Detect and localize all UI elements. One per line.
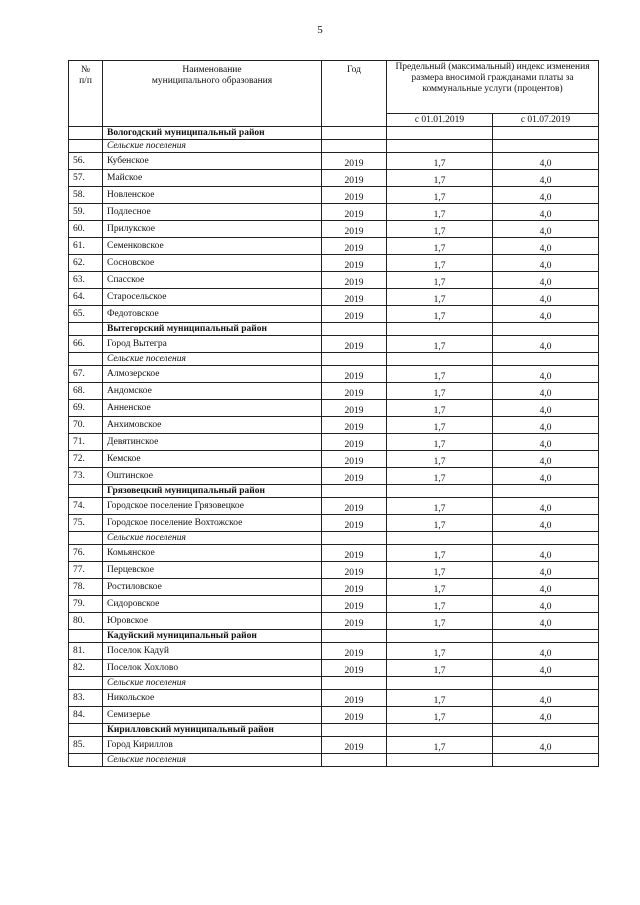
index-jul: 4,0: [493, 613, 599, 630]
empty-cell: [322, 485, 387, 498]
index-jul: 4,0: [493, 272, 599, 289]
empty-cell: [322, 127, 387, 140]
district-name: Кадуйский муниципальный район: [103, 630, 322, 643]
district-row: [69, 485, 599, 498]
table-row: [69, 498, 599, 515]
header-index: Предельный (максимальный) индекс изменения размера вносимой гражданами платы за коммунальные услуги (процентов): [387, 61, 599, 114]
index-jul: 4,0: [493, 596, 599, 613]
row-number: 83.: [69, 690, 103, 707]
row-number: 56.: [69, 153, 103, 170]
municipality-name: Прилукское: [103, 221, 322, 238]
table-row: [69, 579, 599, 596]
table-row: [69, 221, 599, 238]
municipality-name: Подлесное: [103, 204, 322, 221]
empty-cell: [493, 353, 599, 366]
row-year: 2019: [322, 170, 387, 187]
index-jan: 1,7: [387, 238, 493, 255]
index-jan: 1,7: [387, 204, 493, 221]
index-jul: 4,0: [493, 498, 599, 515]
empty-cell: [387, 353, 493, 366]
subheading-label: Сельские поселения: [103, 754, 322, 767]
municipality-name: Майское: [103, 170, 322, 187]
district-row: [69, 127, 599, 140]
municipality-name: Перцевское: [103, 562, 322, 579]
index-jul: 4,0: [493, 737, 599, 754]
row-year: 2019: [322, 596, 387, 613]
empty-cell: [322, 532, 387, 545]
row-year: 2019: [322, 187, 387, 204]
municipality-name: Сосновское: [103, 255, 322, 272]
table-row: [69, 383, 599, 400]
district-row: [69, 323, 599, 336]
empty-cell: [69, 353, 103, 366]
row-year: 2019: [322, 417, 387, 434]
index-jan: 1,7: [387, 289, 493, 306]
table-row: [69, 468, 599, 485]
table-row: [69, 336, 599, 353]
index-jul: 4,0: [493, 643, 599, 660]
municipality-name: Новленское: [103, 187, 322, 204]
row-number: 76.: [69, 545, 103, 562]
municipality-name: Город Вытегра: [103, 336, 322, 353]
table-row: [69, 660, 599, 677]
table-row: [69, 272, 599, 289]
index-jan: 1,7: [387, 498, 493, 515]
index-jan: 1,7: [387, 272, 493, 289]
empty-cell: [322, 323, 387, 336]
municipality-name: Город Кириллов: [103, 737, 322, 754]
empty-cell: [387, 127, 493, 140]
row-number: 72.: [69, 451, 103, 468]
empty-cell: [493, 724, 599, 737]
index-jan: 1,7: [387, 366, 493, 383]
header-name: Наименование муниципального образования: [103, 61, 322, 127]
table-row: [69, 306, 599, 323]
empty-cell: [69, 140, 103, 153]
header-date-jul: с 01.07.2019: [493, 114, 599, 127]
table-row: [69, 643, 599, 660]
index-jul: 4,0: [493, 660, 599, 677]
table-row: [69, 417, 599, 434]
index-jan: 1,7: [387, 737, 493, 754]
header-date-jan: с 01.01.2019: [387, 114, 493, 127]
municipality-name: Семизерье: [103, 707, 322, 724]
empty-cell: [387, 724, 493, 737]
index-jul: 4,0: [493, 451, 599, 468]
row-number: 81.: [69, 643, 103, 660]
municipality-name: Оштинское: [103, 468, 322, 485]
empty-cell: [493, 630, 599, 643]
row-number: 67.: [69, 366, 103, 383]
empty-cell: [387, 754, 493, 767]
row-number: 77.: [69, 562, 103, 579]
row-year: 2019: [322, 238, 387, 255]
index-jan: 1,7: [387, 690, 493, 707]
municipality-name: Ростиловское: [103, 579, 322, 596]
table-row: [69, 613, 599, 630]
header-num: № п/п: [69, 61, 103, 127]
row-year: 2019: [322, 255, 387, 272]
index-jan: 1,7: [387, 221, 493, 238]
index-jul: 4,0: [493, 153, 599, 170]
row-year: 2019: [322, 498, 387, 515]
row-year: 2019: [322, 366, 387, 383]
index-jul: 4,0: [493, 562, 599, 579]
index-jan: 1,7: [387, 515, 493, 532]
row-number: 63.: [69, 272, 103, 289]
index-jan: 1,7: [387, 336, 493, 353]
index-jul: 4,0: [493, 545, 599, 562]
row-number: 79.: [69, 596, 103, 613]
municipality-name: Никольское: [103, 690, 322, 707]
index-jan: 1,7: [387, 451, 493, 468]
index-jan: 1,7: [387, 383, 493, 400]
row-year: 2019: [322, 562, 387, 579]
empty-cell: [387, 140, 493, 153]
municipality-name: Сидоровское: [103, 596, 322, 613]
row-year: 2019: [322, 153, 387, 170]
row-number: 59.: [69, 204, 103, 221]
subheading-row: [69, 532, 599, 545]
row-year: 2019: [322, 221, 387, 238]
row-number: 84.: [69, 707, 103, 724]
municipality-name: Семенковское: [103, 238, 322, 255]
empty-cell: [493, 532, 599, 545]
subheading-label: Сельские поселения: [103, 140, 322, 153]
municipality-name: Юровское: [103, 613, 322, 630]
row-number: 82.: [69, 660, 103, 677]
index-jan: 1,7: [387, 545, 493, 562]
row-year: 2019: [322, 400, 387, 417]
empty-cell: [69, 677, 103, 690]
row-year: 2019: [322, 737, 387, 754]
index-jul: 4,0: [493, 289, 599, 306]
row-number: 85.: [69, 737, 103, 754]
empty-cell: [493, 677, 599, 690]
row-year: 2019: [322, 515, 387, 532]
row-number: 80.: [69, 613, 103, 630]
empty-cell: [69, 754, 103, 767]
row-year: 2019: [322, 383, 387, 400]
municipality-name: Кемское: [103, 451, 322, 468]
table-row: [69, 289, 599, 306]
table-row: [69, 737, 599, 754]
empty-cell: [322, 677, 387, 690]
empty-cell: [493, 127, 599, 140]
index-jul: 4,0: [493, 255, 599, 272]
row-number: 71.: [69, 434, 103, 451]
index-jul: 4,0: [493, 468, 599, 485]
index-jan: 1,7: [387, 434, 493, 451]
index-jul: 4,0: [493, 707, 599, 724]
row-year: 2019: [322, 289, 387, 306]
index-jul: 4,0: [493, 434, 599, 451]
subheading-row: [69, 754, 599, 767]
index-jul: 4,0: [493, 579, 599, 596]
row-number: 70.: [69, 417, 103, 434]
table-row: [69, 545, 599, 562]
index-jul: 4,0: [493, 366, 599, 383]
empty-cell: [493, 754, 599, 767]
subheading-label: Сельские поселения: [103, 532, 322, 545]
empty-cell: [322, 754, 387, 767]
table-row: [69, 366, 599, 383]
index-jul: 4,0: [493, 400, 599, 417]
district-name: Грязовецкий муниципальный район: [103, 485, 322, 498]
table-row: [69, 400, 599, 417]
index-jul: 4,0: [493, 690, 599, 707]
row-number: 78.: [69, 579, 103, 596]
row-number: 68.: [69, 383, 103, 400]
index-jan: 1,7: [387, 613, 493, 630]
index-jan: 1,7: [387, 187, 493, 204]
row-year: 2019: [322, 272, 387, 289]
table-row: [69, 153, 599, 170]
index-jan: 1,7: [387, 153, 493, 170]
row-number: 65.: [69, 306, 103, 323]
subheading-label: Сельские поселения: [103, 677, 322, 690]
subheading-row: [69, 140, 599, 153]
index-jan: 1,7: [387, 417, 493, 434]
row-year: 2019: [322, 660, 387, 677]
index-jan: 1,7: [387, 660, 493, 677]
empty-cell: [69, 532, 103, 545]
subheading-row: [69, 353, 599, 366]
table-row: [69, 170, 599, 187]
index-jul: 4,0: [493, 221, 599, 238]
row-number: 60.: [69, 221, 103, 238]
index-jul: 4,0: [493, 336, 599, 353]
row-number: 66.: [69, 336, 103, 353]
empty-cell: [69, 630, 103, 643]
row-year: 2019: [322, 690, 387, 707]
row-year: 2019: [322, 451, 387, 468]
index-jan: 1,7: [387, 306, 493, 323]
index-jul: 4,0: [493, 238, 599, 255]
empty-cell: [493, 140, 599, 153]
table-row: [69, 690, 599, 707]
index-jan: 1,7: [387, 707, 493, 724]
index-jul: 4,0: [493, 204, 599, 221]
empty-cell: [322, 724, 387, 737]
row-year: 2019: [322, 306, 387, 323]
municipality-name: Городское поселение Грязовецкое: [103, 498, 322, 515]
municipality-name: Алмозерское: [103, 366, 322, 383]
table-body: [69, 127, 599, 767]
district-row: [69, 630, 599, 643]
page-number: 5: [317, 24, 323, 36]
index-jul: 4,0: [493, 417, 599, 434]
empty-cell: [69, 485, 103, 498]
table-row: [69, 451, 599, 468]
municipality-name: Городское поселение Вохтожское: [103, 515, 322, 532]
table-row: [69, 204, 599, 221]
table-row: [69, 707, 599, 724]
row-year: 2019: [322, 204, 387, 221]
empty-cell: [387, 323, 493, 336]
table-row: [69, 434, 599, 451]
district-name: Кирилловский муниципальный район: [103, 724, 322, 737]
index-jan: 1,7: [387, 400, 493, 417]
tariff-index-table: [68, 60, 599, 767]
row-year: 2019: [322, 579, 387, 596]
table-row: [69, 515, 599, 532]
subheading-row: [69, 677, 599, 690]
empty-cell: [493, 323, 599, 336]
index-jul: 4,0: [493, 383, 599, 400]
empty-cell: [322, 140, 387, 153]
municipality-name: Спасское: [103, 272, 322, 289]
row-year: 2019: [322, 613, 387, 630]
empty-cell: [387, 532, 493, 545]
municipality-name: Андомское: [103, 383, 322, 400]
row-number: 64.: [69, 289, 103, 306]
index-jan: 1,7: [387, 562, 493, 579]
row-number: 74.: [69, 498, 103, 515]
row-number: 58.: [69, 187, 103, 204]
row-year: 2019: [322, 545, 387, 562]
index-jul: 4,0: [493, 515, 599, 532]
index-jul: 4,0: [493, 187, 599, 204]
row-number: 62.: [69, 255, 103, 272]
municipality-name: Анхимовское: [103, 417, 322, 434]
index-jan: 1,7: [387, 255, 493, 272]
index-jul: 4,0: [493, 306, 599, 323]
empty-cell: [387, 677, 493, 690]
empty-cell: [387, 630, 493, 643]
row-number: 73.: [69, 468, 103, 485]
index-jan: 1,7: [387, 579, 493, 596]
municipality-name: Кубенское: [103, 153, 322, 170]
municipality-name: Поселок Хохлово: [103, 660, 322, 677]
row-number: 69.: [69, 400, 103, 417]
municipality-name: Анненское: [103, 400, 322, 417]
empty-cell: [69, 127, 103, 140]
district-name: Вытегорский муниципальный район: [103, 323, 322, 336]
table-row: [69, 187, 599, 204]
empty-cell: [69, 724, 103, 737]
index-jan: 1,7: [387, 643, 493, 660]
empty-cell: [69, 323, 103, 336]
row-year: 2019: [322, 468, 387, 485]
empty-cell: [387, 485, 493, 498]
row-number: 61.: [69, 238, 103, 255]
municipality-name: Старосельское: [103, 289, 322, 306]
district-name: Вологодский муниципальный район: [103, 127, 322, 140]
municipality-name: Комьянское: [103, 545, 322, 562]
row-year: 2019: [322, 434, 387, 451]
municipality-name: Поселок Кадуй: [103, 643, 322, 660]
empty-cell: [493, 485, 599, 498]
municipality-name: Федотовское: [103, 306, 322, 323]
index-jan: 1,7: [387, 468, 493, 485]
empty-cell: [322, 630, 387, 643]
municipality-name: Девятинское: [103, 434, 322, 451]
header-year: Год: [322, 61, 387, 127]
district-row: [69, 724, 599, 737]
row-number: 57.: [69, 170, 103, 187]
row-year: 2019: [322, 336, 387, 353]
index-jan: 1,7: [387, 596, 493, 613]
empty-cell: [322, 353, 387, 366]
table-row: [69, 238, 599, 255]
table-row: [69, 562, 599, 579]
row-year: 2019: [322, 707, 387, 724]
index-jul: 4,0: [493, 170, 599, 187]
table-row: [69, 596, 599, 613]
row-number: 75.: [69, 515, 103, 532]
row-year: 2019: [322, 643, 387, 660]
table-row: [69, 255, 599, 272]
index-jan: 1,7: [387, 170, 493, 187]
subheading-label: Сельские поселения: [103, 353, 322, 366]
